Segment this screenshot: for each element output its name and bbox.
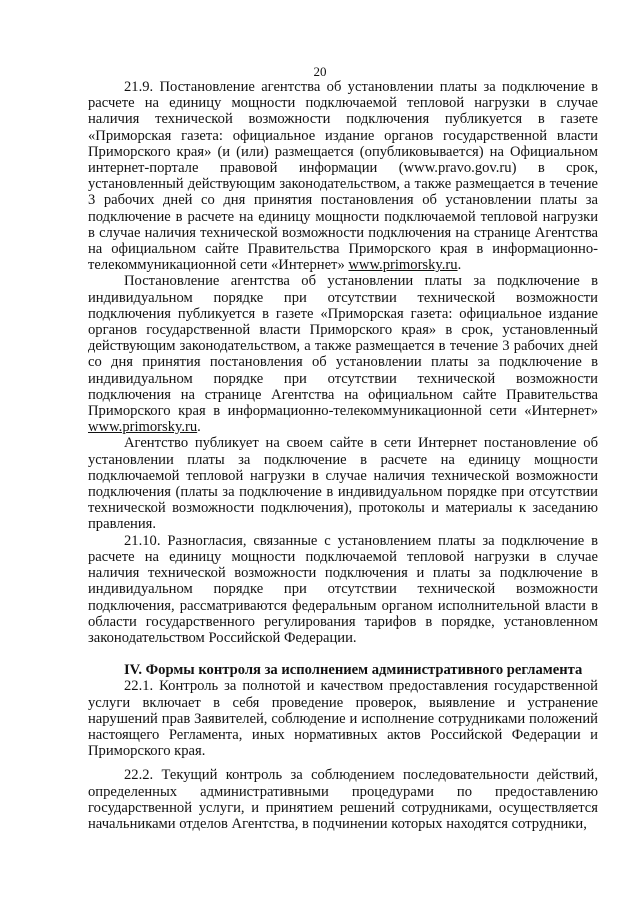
document-body: [88, 79, 598, 832]
section-heading-iv: IV. Формы контроля за исполнением административного регламента: [124, 662, 583, 679]
paragraph-text: 21.9. Постановление агентства об установлении платы за подключение в расчете на единицу мощности подключаемой тепловой нагрузки в случае наличия технической возможности подключения публикуется в газете «Приморская газета: официальное издание органов государственной власти Приморского края» (и (или) размещается (опубликовывается) на Официальном интернет-портале правовой информации (www.pravo.gov.ru) в срок, установленный действующим законодательством, а также размещается в течение 3 рабочих дней со дня принятия постановления об установлении платы за подключение в расчете на единицу мощности подключаемой тепловой нагрузки в случае наличия технической возможности подключения на странице Агентства на официальном сайте Правительства Приморского края в информационно-телекоммуникационной сети «Интернет»: [88, 79, 598, 274]
paragraph-21-9: [88, 79, 598, 273]
paragraph-individual-order: [88, 273, 598, 435]
primorsky-link[interactable]: www.primorsky.ru: [348, 257, 458, 274]
primorsky-link[interactable]: www.primorsky.ru: [88, 419, 198, 436]
paragraph-text: Постановление агентства об установлении платы за подключение в индивидуальном порядке при отсутствии технической возможности подключения публикуется в газете «Приморская газета: официальное издание органов государственной власти Приморского края» в срок, установленный действующим законодательством, а также размещается в течение 3 рабочих дней со дня принятия постановления об установлении платы за подключение в индивидуальном порядке при отсутствии технической возможности подключения на странице Агентства на официальном сайте Правительства Приморского края в информационно-телекоммуникационной сети «Интернет»: [88, 273, 598, 420]
page-number: 20: [313, 64, 327, 79]
paragraph-21-10: 21.10. Разногласия, связанные с установлением платы за подключение в расчете на единицу мощности подключаемой тепловой нагрузки в случае наличия технической возможности подключения и платы за подключение в индивидуальном порядке при отсутствии технической возможности подключения, рассматриваются федеральным органом исполнительной власти в области государственного регулирования тарифов в порядке, установленном законодательством Российской Федерации.: [88, 532, 598, 646]
paragraph-agency-publishes: Агентство публикует на своем сайте в сети Интернет постановление об установлении платы за подключение в расчете на единицу мощности подключаемой тепловой нагрузки в случае наличия технической возможности подключения (платы за подключение в индивидуальном порядке при отсутствии технической возможности подключения), протоколы и материалы к заседанию правления.: [88, 435, 598, 533]
paragraph-end: .: [457, 257, 462, 274]
paragraph-end: .: [197, 419, 201, 436]
paragraph-22-1: 22.1. Контроль за полнотой и качеством предоставления государственной услуги включает в себя проведение проверок, выявление и устранение нарушений прав Заявителей, соблюдение и исполнение сотрудниками положений настоящего Регламента, иных нормативных актов Российской Федерации и Приморского края.: [88, 678, 598, 760]
paragraph-22-2: 22.2. Текущий контроль за соблюдением последовательности действий, определенных административными процедурами по предоставлению государственной услуги, и принятием решений сотрудниками, осуществляется начальниками отделов Агентства, в подчинении которых находятся сотрудники,: [88, 767, 598, 832]
